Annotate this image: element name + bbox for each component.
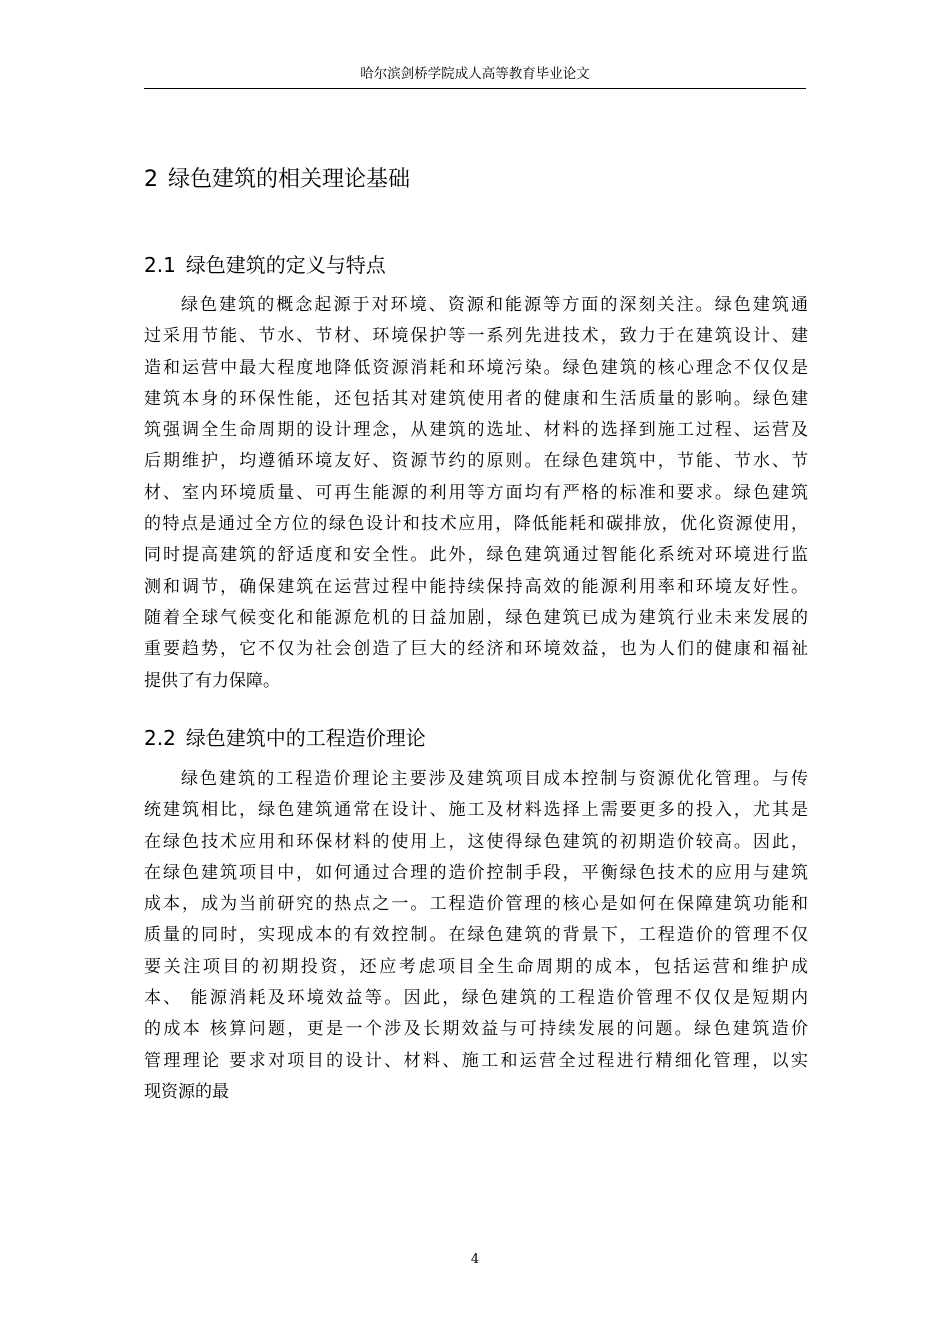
text-line: 绿色建筑的概念起源于对环境、资源和能源等方面的深刻关注。绿色建筑通 bbox=[181, 295, 808, 315]
text-line: 管理理论 要求对项目的设计、材料、施工和运营全过程进行精细化管理，以实 bbox=[144, 1050, 808, 1071]
running-header: 哈尔滨剑桥学院成人高等教育毕业论文 bbox=[360, 66, 590, 82]
section-number: 2.1 bbox=[144, 253, 176, 277]
text-line: 建筑本身的环保性能，还包括其对建筑使用者的健康和生活质量的影响。绿色建 bbox=[144, 388, 808, 409]
text-line: 过采用节能、节水、节材、环境保护等一系列先进技术，致力于在建筑设计、建 bbox=[144, 326, 808, 347]
section-2-1-paragraph bbox=[144, 290, 808, 697]
text-line: 要关注项目的初期投资，还应考虑项目全生命周期的成本，包括运营和维护成 bbox=[144, 956, 808, 977]
text-line: 后期维护，均遵循环境友好、资源节约的原则。在绿色建筑中，节能、节水、节 bbox=[144, 451, 808, 472]
text-line: 随着全球气候变化和能源危机的日益加剧，绿色建筑已成为建筑行业未来发展的 bbox=[144, 607, 808, 628]
text-line: 绿色建筑的工程造价理论主要涉及建筑项目成本控制与资源优化管理。与传 bbox=[181, 769, 808, 789]
text-line: 重要趋势，它不仅为社会创造了巨大的经济和环境效益，也为人们的健康和福祉 bbox=[144, 639, 808, 660]
text-line: 成本，成为当前研究的热点之一。工程造价管理的核心是如何在保障建筑功能和 bbox=[144, 894, 808, 915]
section-number: 2.2 bbox=[144, 726, 176, 750]
text-line: 的成本 核算问题，更是一个涉及长期效益与可持续发展的问题。绿色建筑造价 bbox=[144, 1019, 808, 1040]
text-line: 质量的同时，实现成本的有效控制。在绿色建筑的背景下，工程造价的管理不仅 bbox=[144, 925, 808, 946]
text-line: 现资源的最 bbox=[144, 1081, 229, 1102]
header-rule bbox=[144, 88, 806, 89]
text-line: 同时提高建筑的舒适度和安全性。此外，绿色建筑通过智能化系统对环境进行监 bbox=[144, 545, 808, 566]
text-line: 造和运营中最大程度地降低资源消耗和环境污染。绿色建筑的核心理念不仅仅是 bbox=[144, 357, 808, 378]
text-line: 统建筑相比，绿色建筑通常在设计、施工及材料选择上需要更多的投入，尤其是 bbox=[144, 800, 808, 821]
section-title: 绿色建筑的定义与特点 bbox=[185, 253, 386, 277]
chapter-heading bbox=[144, 164, 410, 196]
section-title: 绿色建筑中的工程造价理论 bbox=[185, 726, 426, 750]
text-line: 提供了有力保障。 bbox=[144, 670, 280, 691]
text-line: 在绿色建筑项目中，如何通过合理的造价控制手段，平衡绿色技术的应用与建筑 bbox=[144, 862, 808, 883]
text-line: 在绿色技术应用和环保材料的使用上，这使得绿色建筑的初期造价较高。因此， bbox=[144, 831, 808, 852]
text-line: 材、室内环境质量、可再生能源的利用等方面均有严格的标准和要求。绿色建筑 bbox=[144, 482, 808, 503]
text-line: 的特点是通过全方位的绿色设计和技术应用，降低能耗和碳排放，优化资源使用， bbox=[144, 514, 808, 535]
text-line: 测和调节，确保建筑在运营过程中能持续保持高效的能源利用率和环境友好性。 bbox=[144, 576, 808, 597]
page-number: 4 bbox=[470, 1252, 480, 1267]
text-line: 筑强调全生命周期的设计理念，从建筑的选址、材料的选择到施工过程、运营及 bbox=[144, 420, 808, 441]
chapter-number: 2 bbox=[144, 167, 158, 192]
section-heading-2-1 bbox=[144, 251, 386, 279]
section-2-2-paragraph bbox=[144, 764, 808, 1108]
chapter-title: 绿色建筑的相关理论基础 bbox=[168, 167, 411, 192]
text-line: 本、 能源消耗及环境效益等。因此，绿色建筑的工程造价管理不仅仅是短期内 bbox=[144, 988, 808, 1009]
section-heading-2-2 bbox=[144, 724, 426, 752]
